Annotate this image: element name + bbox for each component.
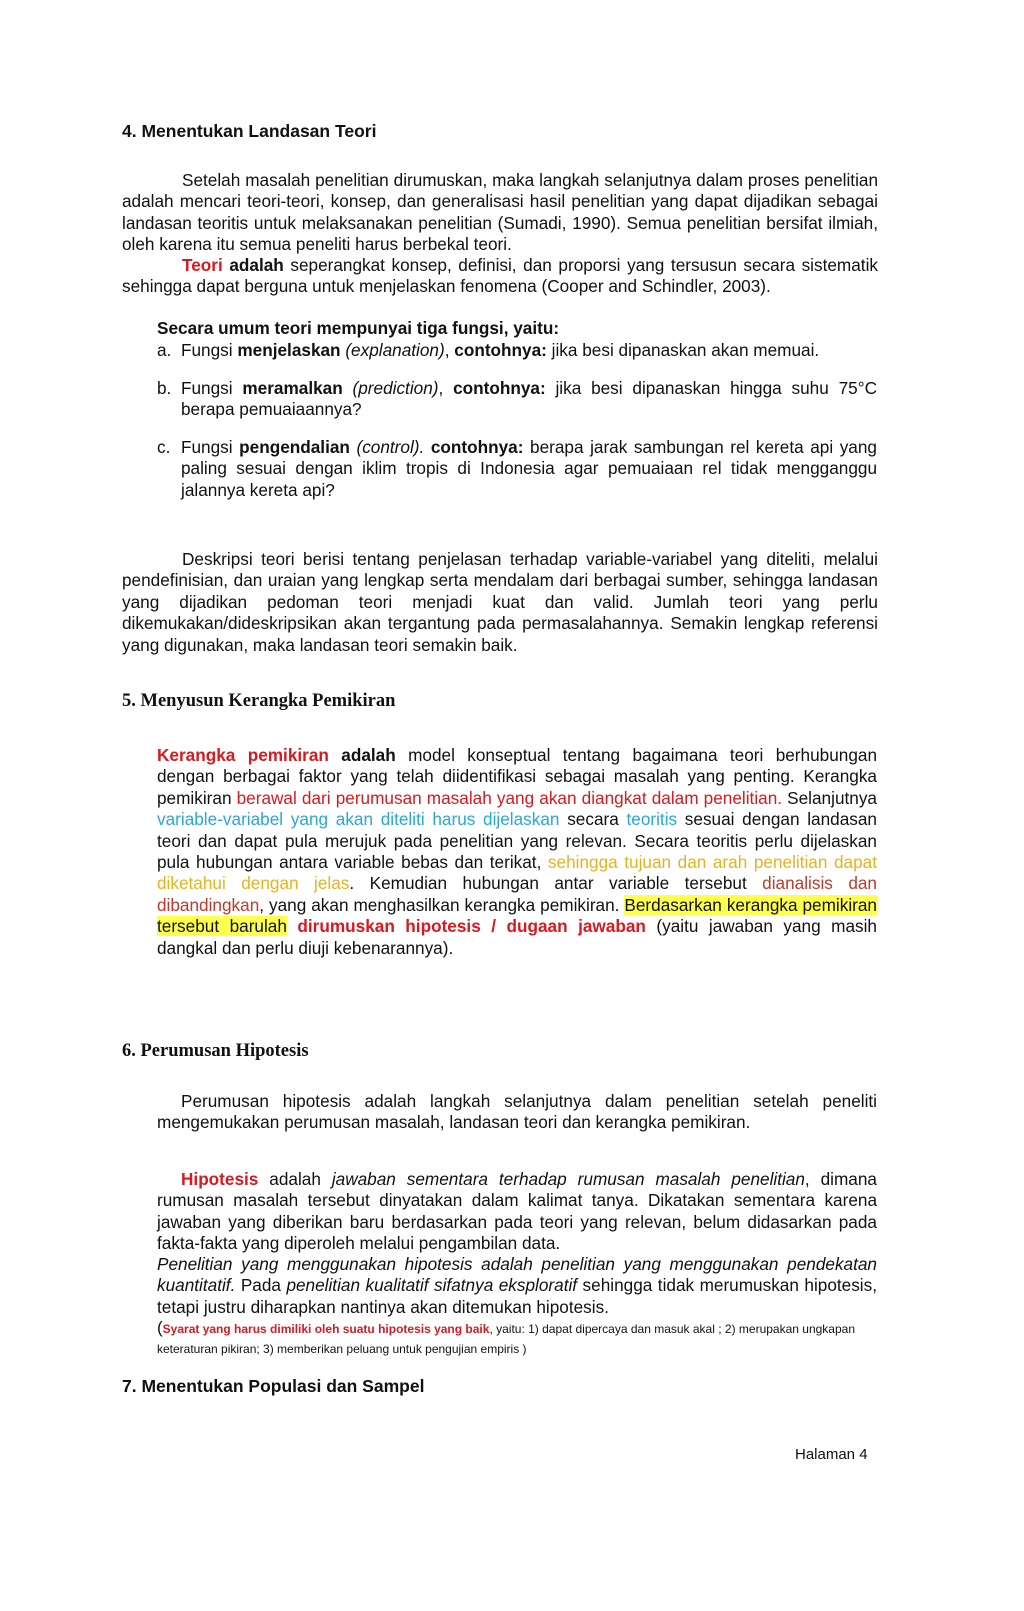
function-item-c (157, 437, 877, 503)
word-adalah: adalah (229, 255, 284, 275)
heading-section-4: 4. Menentukan Landasan Teori (122, 121, 377, 141)
section-4-paragraph-2 (122, 255, 878, 298)
teori-definition: seperangkat konsep, definisi, dan proporsi yang tersusun secara sistematik sehingga dapat berguna untuk menjelaskan fenomena (Cooper and Schindler, 2003). (122, 255, 878, 297)
heading-section-7: 7. Menentukan Populasi dan Sampel (122, 1376, 425, 1396)
section-5-paragraph: Kerangka pemikiran adalah model konseptual tentang bagaimana teori berhubungan dengan berbagai faktor yang telah diidentifikasi sebagai masalah yang penting. Kerangka pemikiran berawal dari perumusan masalah yang akan diangkat dalam penelitian. Selanjutnya variable-variabel yang akan diteliti harus dijelaskan secara teoritis sesuai dengan landasan teori dan dapat pula merujuk pada penelitian yang relevan. Secara teoritis perlu dijelaskan pula hubungan antara variable bebas dan terikat, sehingga tujuan dan arah penelitian dapat diketahui dengan jelas. Kemudian hubungan antar variable tersebut dianalisis dan dibandingkan, yang akan menghasilkan kerangka pemikiran. Berdasarkan kerangka pemikiran tersebut barulah dirumuskan hipotesis / dugaan jawaban (yaitu jawaban yang masih dangkal dan perlu diuji kebenarannya). (157, 745, 878, 958)
term-teori: Teori (182, 255, 223, 275)
list-text: Fungsi meramalkan (prediction), contohnya: jika besi dipanaskan hingga suhu 75°C berapa pemuaiaannya? (181, 378, 877, 420)
list-text: Fungsi menjelaskan (explanation), contohnya: jika besi dipanaskan akan memuai. (181, 340, 820, 360)
heading-section-5: 5. Menyusun Kerangka Pemikiran (122, 691, 396, 711)
section-6-paragraph-3: Penelitian yang menggunakan hipotesis adalah penelitian yang menggunakan pendekatan kuantitatif. Pada penelitian kualitatif sifatnya eksploratif sehingga tidak merumuskan hipotesis, tetapi justru diharapkan nantinya akan ditemukan hipotesis. (157, 1254, 877, 1317)
list-marker: a. (157, 340, 172, 360)
section-6-paragraph-1: Perumusan hipotesis adalah langkah selanjutnya dalam penelitian setelah peneliti mengemukakan perumusan masalah, landasan teori dan kerangka pemikiran. (157, 1091, 877, 1133)
section-6-paragraph-2: Hipotesis adalah jawaban sementara terhadap rumusan masalah penelitian, dimana rumusan masalah tersebut dinyatakan dalam kalimat tanya. Dikatakan sementara karena jawaban yang diberikan baru berdasarkan pada teori yang relevan, belum didasarkan pada fakta-fakta yang diperoleh melalui pengambilan data. (157, 1169, 877, 1254)
heading-section-6: 6. Perumusan Hipotesis (122, 1041, 309, 1061)
term-hipotesis: Hipotesis (181, 1169, 259, 1189)
section-4-paragraph-1: Setelah masalah penelitian dirumuskan, maka langkah selanjutnya dalam proses penelitian adalah mencari teori-teori, konsep, dan generalisasi hasil penelitian yang dapat dijadikan sebagai landasan teoritis untuk melaksanakan penelitian (Sumadi, 1990). Semua penelitian bersifat ilmiah, oleh karena itu semua peneliti harus berbekal teori. (122, 170, 878, 255)
functions-intro: Secara umum teori mempunyai tiga fungsi, yaitu: (157, 318, 560, 338)
section-4-paragraph-3: Deskripsi teori berisi tentang penjelasan terhadap variable-variabel yang diteliti, melalui pendefinisian, dan uraian yang lengkap serta mendalam dari berbagai sumber, sehingga landasan yang dijadikan pedoman teori menjadi kuat dan valid. Jumlah teori yang perlu dikemukakan/dideskripsikan akan tergantung pada permasalahannya. Semakin lengkap referensi yang digunakan, maka landasan teori semakin baik. (122, 549, 878, 655)
hypothesis-requirements-note: (Syarat yang harus dimiliki oleh suatu hipotesis yang baik, yaitu: 1) dapat dipercaya dan masuk akal ; 2) merupakan ungkapan keteraturan pikiran; 3) memberikan peluang untuk pengujian empiris ) (157, 1318, 855, 1356)
function-item-a (157, 340, 877, 364)
list-marker: b. (157, 378, 172, 398)
highlighted-text: Berdasarkan kerangka pemikiran tersebut barulah (157, 894, 877, 937)
function-item-b (157, 378, 877, 424)
list-text: Fungsi pengendalian (control). contohnya: berapa jarak sambungan rel kereta api yang paling sesuai dengan iklim tropis di Indonesia agar pemuaiaan rel tidak mengganggu jalannya kereta api? (181, 437, 877, 500)
list-marker: c. (157, 437, 171, 457)
page-number: Halaman 4 (795, 1446, 868, 1463)
term-kerangka-pemikiran: Kerangka pemikiran (157, 745, 329, 765)
